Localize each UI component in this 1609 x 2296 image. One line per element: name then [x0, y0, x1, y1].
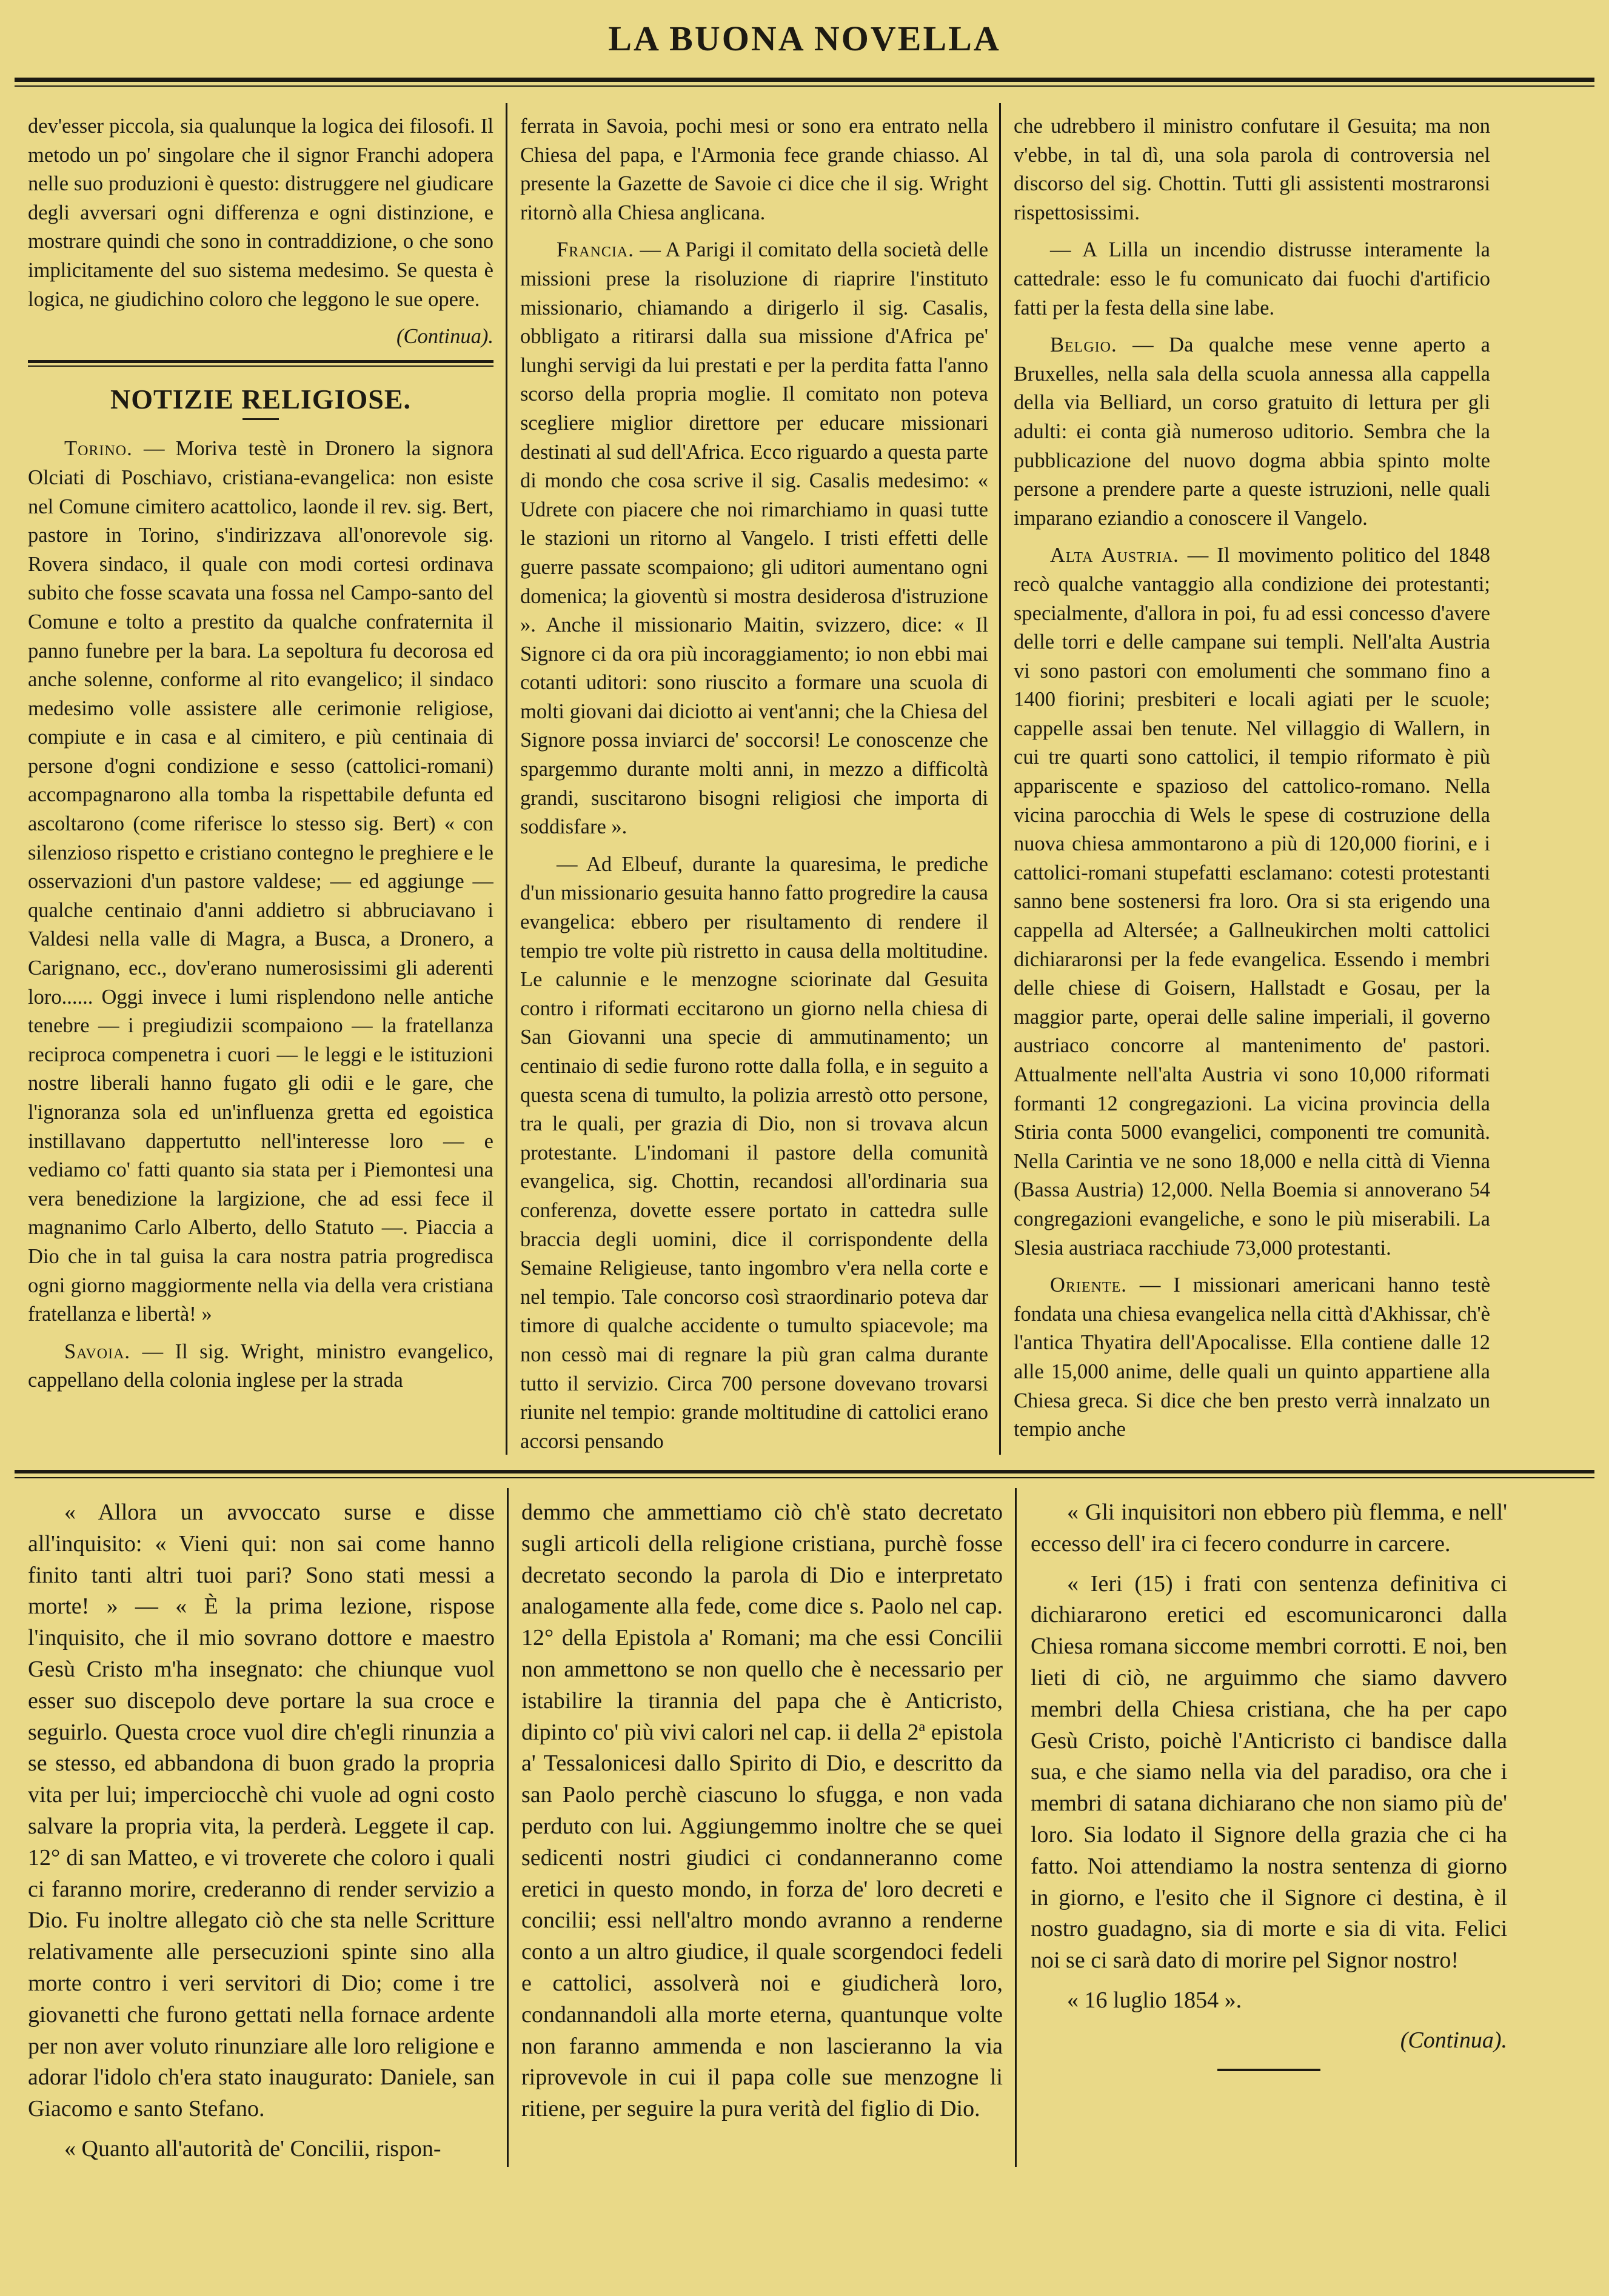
upper-column-1 [28, 112, 493, 1458]
paragraph: demmo che ammettiamo ciò ch'è stato decretato sugli articoli della religione cristiana, purchè fosse decretato secondo la parola di Dio e interpretato analogamente alla fede, come dice s. Paolo nel cap. 12° della Epistola a' Romani; ma che essi Concilii non ammettono se non quello che è necessario per istabilire la tirannia del papa che è Anticristo, dipinto co' più vivi calori nel cap. ii della 2ª epistola a' Tessalonicesi dallo Spirito di Dio, e descritto da san Paolo perchè ciascuno lo sfugga, e non vada perduto con lui. Aggiungemmo inoltre che se quei sedicenti nostri giudici ci condanneranno come eretici in questo mondo, in forza de' loro decreti e concilii; essi nell'altro mondo avranno a renderne conto a un altro giudice, il quale scorgendoci fedeli e cattolici, assolverà noi e giudicherà loro, condannandoli alla morte eterna, quantunque volte non faranno ammenda e non lascieranno la via riprovevole in cui il papa colle sue menzogne li ritiene, per seguire la pura verità del figlio di Dio. [521, 1500, 1003, 2122]
masthead-rule-top [15, 78, 1594, 82]
paragraph: ferrata in Savoia, pochi mesi or sono era entrato nella Chiesa del papa, e l'Armonia fece grande chiasso. Al presente la Gazette de Savoie ci dice che il sig. Wright ritornò alla Chiesa anglicana. [520, 115, 988, 224]
news-item-belgio [1014, 331, 1490, 533]
upper-column-2 [520, 112, 988, 1458]
news-text: — I missionari americani hanno testè fondata una chiesa evangelica nella città d'Akhissar, ch'è l'antica Thyatira dell'Apocalisse. Ella contiene dalle 12 alle 15,000 anime, delle quali un quinto appartiene alla Chiesa greca. Si dice che ben presto verrà innalzato un tempio anche [1014, 1273, 1490, 1441]
lower-column-1 [28, 1497, 495, 2170]
masthead-rule-bottom [15, 85, 1594, 87]
place-label: Oriente. [1050, 1273, 1127, 1297]
news-item-francia [520, 236, 988, 841]
news-item-oriente [1014, 1271, 1490, 1444]
column-divider [507, 1488, 509, 2167]
news-text: — A Parigi il comitato della società delle missioni prese la risoluzione di riaprire l'instituto missionario, chiamando a dirigerlo il sig. Casalis, obbligato a ritirarsi dalla sua missione d'Africa pe' lunghi servigi da lui prestati e per la perdita fatta l'anno scorso della propria moglie. Il comitato non poteva scegliere miglior direttore per educare missionari destinati al sud dell'Africa. Ecco riguardo a questa parte di mondo che cosa scrive il sig. Casalis medesimo: « Udrete con piacere che noi rimarchiamo in quasi tutte le stazioni un ritorno al Vangelo. I tristi effetti delle guerre passate scompaiono; gli uditori aumentano ogni domenica; la gioventù si mostra desiderosa d'istruzione ». Anche il missionario Maitin, svizzero, dice: « Il Signore ci da ora più incoraggiamento; io non ebbi mai cotanti uditori: sono riuscito a formare una scuola di molti giovani dai diciotto ai vent'anni; che la Chiesa del Signore possa inviarci de' soccorsi! Le conoscenze che spargemmo durante molti anni, in mezzo a difficoltà grandi, suscitarono bisogni religiosi che importa di soddisfare ». [520, 238, 988, 839]
news-item-elbeuf: — Ad Elbeuf, durante la quaresima, le prediche d'un missionario gesuita hanno fatto progredire la causa evangelica: ebbero per risultamento di rendere il tempio tre volte più ristretto in causa della moltitudine. Le calunnie e le menzogne sciorinate dal Gesuita contro i riformati eccitarono un giorno nella chiesa di San Giovanni una specie di ammutinamento; un centinaio di sedie furono rotte dalla folla, e in seguito a questa scena di tumulto, la polizia arrestò otto persone, tra le quali, per grazia di Dio, non si trovava alcun protestante. L'indomani il pastore della comunità evangelica, sig. Chottin, recandosi all'ordinaria sua conferenza, dovette essere portato in cattedra sulle braccia degli uomini, dice il corrispondente della Semaine Religieuse, tanto ingombro v'era nella corte e nel tempio. Tale concorso così straordinario poteva dar timore di qualche accidente o tumulto spiacevole; ma non cessò mai di regnare la più gran calma durante tutto il servizio. Circa 700 persone dovevano trovarsi riunite nel tempio: grande moltitudine di cattolici erano accorsi pensando [520, 852, 988, 1453]
upper-column-3 [1014, 112, 1490, 1458]
paragraph: « Ieri (15) i frati con sentenza definitiva ci dichiararono eretici ed escomunicaronci dalla Chiesa romana siccome membri corrotti. E noi, ben lieti di ciò, ne arguimmo che siamo davvero membri della Chiesa cristiana, che ha per capo Gesù Cristo, poichè l'Anticristo ci bandisce dalla sua, e che siamo nella via del paradiso, ora che i membri di satana dichiarano che non siamo più de' loro. Sia lodato il Signore della grazia che ci ha fatto. Noi attendiamo la nostra sentenza di giorno in giorno, e l'esito che il Signore ci destina, è il nostro guadagno, sia di morte e sia di vita. Felici noi se ci sarà dato di morire pel Signor nostro! [1031, 1570, 1507, 1974]
continua-label: (Continua). [396, 325, 493, 349]
continua-label: (Continua). [1400, 2027, 1507, 2053]
place-label: Belgio. [1050, 333, 1117, 357]
news-item-savoia [28, 1338, 493, 1395]
column-divider [999, 103, 1001, 1455]
paragraph: « Gli inquisitori non ebbero più flemma, e nell' eccesso dell' ira ci fecero condurre in carcere. [1031, 1500, 1507, 1557]
news-item-torino [28, 435, 493, 1329]
paragraph: « Allora un avvoccato surse e disse all'inquisito: « Vieni qui: non sai come hanno finito tanti altri tuoi pari? Sono stati messi a morte! » — « È la prima lezione, rispose l'inquisito, che il mio sovrano dottore e maestro Gesù Cristo m'ha insegnato: che chiunque vuol esser suo discepolo deve portare la sua croce e seguirlo. Questa croce vuol dire ch'egli rinunzia a se stesso, ed abbandona di buon grado la propria vita per lui; imperciocchè chi vuole ad ogni costo salvare la propria vita, la perderà. Leggete il cap. 12° di san Matteo, e vi troverete che coloro i quali ci faranno morire, crederanno di render servizio a Dio. Fu inoltre allegato ciò che sta nelle Scritture relativamente alle persecuzioni spinte sino alla morte contro i veri servitori di Dio; come i tre giovanetti che furono gettati nella fornace ardente per non aver voluto rinunziare alle loro religione e adorar l'idolo ch'era stato inaugurato: Daniele, san Giacomo e santo Stefano. [28, 1500, 495, 2122]
place-label: Savoia. [64, 1340, 131, 1363]
news-text: — Moriva testè in Dronero la signora Olciati di Poschiavo, cristiana-evangelica: non esiste nel Comune cimitero acattolico, laonde il rev. sig. Bert, pastore in Torino, s'indirizzava all'onorevole sig. Rovera sindaco, il quale con modi cortesi ordinava subito che fosse scavata una fossa nel Campo-santo del Comune e tolto a prestito da qualche confraternita il panno funebre per la bara. La sepoltura fu decorosa ed anche solenne, conforme al rito evangelico; il sindaco medesimo volle assistere alle cerimonie religiose, compiute e in casa e al cimitero, e più centinaia di persone d'ogni condizione e sesso (cattolici-romani) accompagnarono alla tomba la rispettabile defunta ed ascoltarono (come riferisce lo stesso sig. Bert) « con silenzioso rispetto e cristiano contegno le preghiere e le osservazioni d'un pastore valdese; — ed aggiunge — qualche centinaio d'anni addietro si abbruciavano i Valdesi nella valle di Magra, a Busca, a Dronero, a Carignano, ecc., dov'erano numerosissimi gli aderenti loro...... Oggi invece i lumi risplendono nelle antiche tenebre — i pregiudizii scompaiono — la fratellanza reciproca compenetra i cuori — le leggi e le istituzioni nostre liberali hanno fugato gli odii e le gare, che l'ignoranza sola ed un'influenza gretta ed egoistica instillavano dappertutto nell'interesse loro — e vediamo co' fatti quanto sia stata per i Piemontesi una vera benedizione la largizione, che ad essi fece il magnanimo Carlo Alberto, dello Statuto —. Piaccia a Dio che in tal guisa la cara nostra patria progredisca ogni giorno maggiormente nella via della vera cristiana fratellanza e libertà! » [28, 437, 493, 1326]
place-label: Alta Austria. [1050, 544, 1179, 567]
masthead-title: LA BUONA NOVELLA [608, 19, 1001, 58]
paragraph: dev'esser piccola, sia qualunque la logica dei filosofi. Il metodo un po' singolare che il signor Franchi adopera nelle suo produzioni è questo: distruggere nel giudicare degli avversari ogni differenza e ogni distinzione, e mostrare quindi che sono in contraddizione, o che sono implicitamente del suo sistema medesimo. Se questa è logica, ne giudichino coloro che leggono le sue opere. [28, 115, 493, 311]
column-divider [1015, 1488, 1017, 2167]
date-line: « 16 luglio 1854 ». [1067, 1987, 1242, 2013]
lower-column-3 [1031, 1497, 1507, 2170]
column-divider [506, 103, 507, 1455]
paragraph: « Quanto all'autorità de' Concilii, rispon- [64, 2135, 441, 2161]
lower-column-2 [521, 1497, 1003, 2170]
news-item-lilla: — A Lilla un incendio distrusse interamente la cattedrale: esso le fu comunicato dai fuochi d'artificio fatti per la festa della sine labe. [1014, 238, 1490, 319]
section-separator [15, 1477, 1594, 1478]
section-rule [28, 360, 493, 363]
news-text: — Il movimento politico del 1848 recò qualche vantaggio alla condizione dei protestanti; specialmente, d'allora in poi, fu ad essi concesso d'avere delle torri e delle campane sui templi. Nell'alta Austria vi sono pastori con emolumenti che sommano fino a 1400 fiorini; presbiteri e locali agiati per le scuole; cappelle assai ben tenute. Nel villaggio di Wallern, in cui tre quarti sono cattolici, il tempio riformato è più appariscente e spazioso del cattolico-romano. Nella vicina parocchia di Wels le spese di costruzione della nuova chiesa ammontarono a più di 120,000 fiorini, e i cattolici-romani stupefatti esclamano: cotesti protestanti sanno bene sostenersi fra loro. Ora si sta erigendo una cappella ad Altersée; a Gallneukirchen molti cattolici dichiararonsi per la fede evangelica. Essendo i membri delle chiese di Goisern, Hallstadt e Gosau, per la maggior parte, operai delle saline imperiali, il governo austriaco concorre al mantenimento de' pastori. Attualmente nell'alta Austria vi sono 10,000 riformati formanti 12 congregazioni. La vicina provincia della Stiria conta 5000 evangelici, componenti tre comunità. Nella Carintia ve ne sono 18,000 e nella città di Vienna (Bassa Austria) 12,000. Nella Boemia si annoverano 54 congregazioni evangeliche, e sono le più miserabili. La Slesia austriaca racchiude 73,000 protestanti. [1014, 544, 1490, 1260]
news-item-alta-austria [1014, 541, 1490, 1263]
section-rule [28, 365, 493, 367]
news-text: — Il sig. Wright, ministro evangelico, cappellano della colonia inglese per la strada [28, 1340, 493, 1392]
place-label: Francia. [557, 238, 634, 262]
section-separator [15, 1470, 1594, 1473]
place-label: Torino. [64, 437, 133, 461]
headline-dash [243, 418, 279, 420]
section-headline: NOTIZIE RELIGIOSE. [110, 383, 412, 415]
paragraph: che udrebbero il ministro confutare il Gesuita; ma non v'ebbe, in tal dì, una sola parola di controversia nel discorso del sig. Chottin. Tutti gli assistenti mostraronsi rispettosissimi. [1014, 115, 1490, 224]
end-ornament [1217, 2069, 1320, 2071]
news-text: — Da qualche mese venne aperto a Bruxelles, nella sala della scuola annessa alla cappella della via Belliard, un corso gratuito di lettura per gli adulti: ei conta già numeroso uditorio. Sembra che la pubblicazione del nuovo dogma abbia spinto molte persone a prendere parte a queste istruzioni, nelle quali imparano eziandio a conoscere il Vangelo. [1014, 333, 1490, 530]
